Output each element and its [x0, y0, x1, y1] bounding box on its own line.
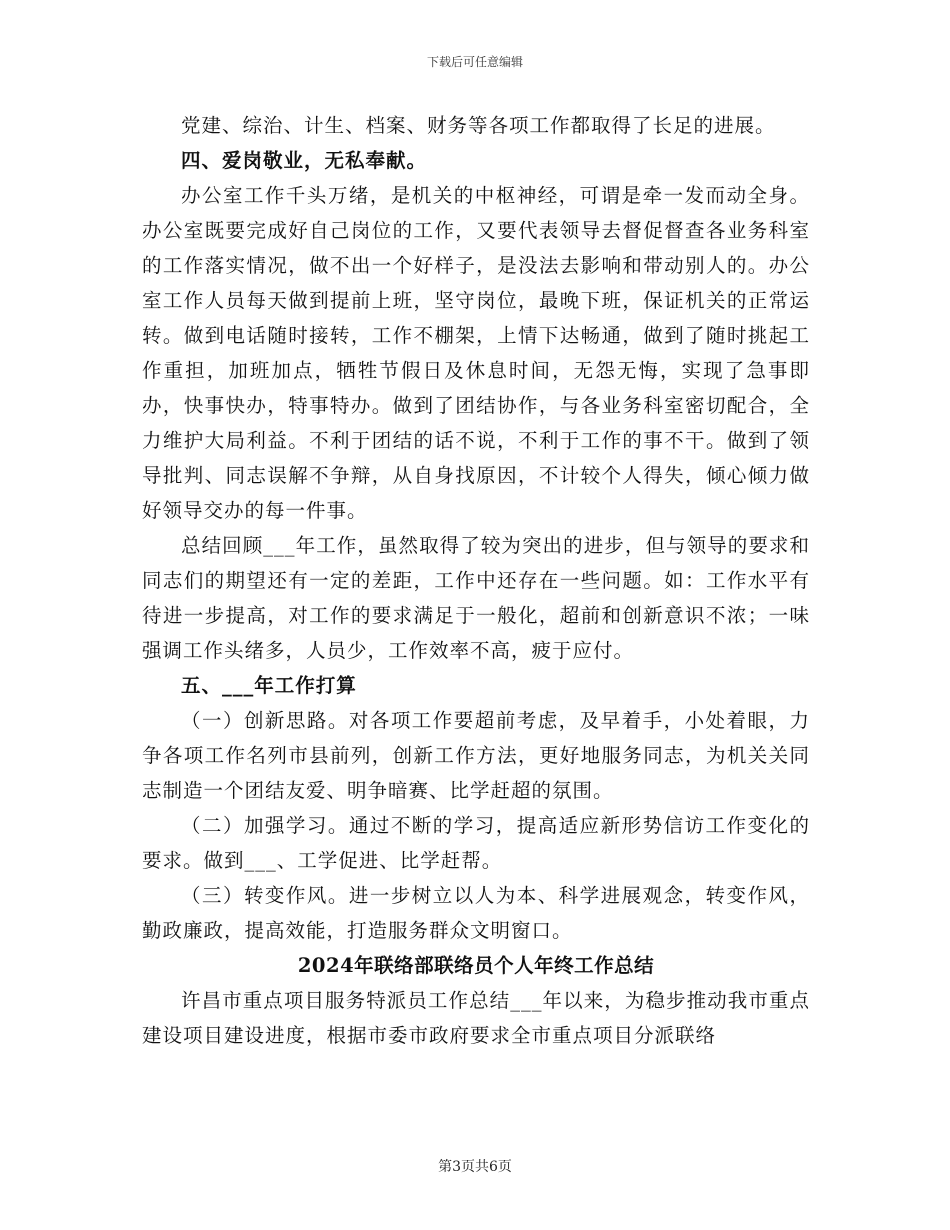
section-heading-4: 四、爱岗敬业，无私奉献。 [181, 149, 428, 172]
paragraph-intro: 许昌市重点项目服务特派员工作总结___年以来，为稳步推动我市重点建设项目建设进度，根据市委市政府要求全市重点项目分派联络 [142, 989, 810, 1047]
page-header-note: 下载后可任意编辑 [426, 55, 523, 69]
page-number: 第3页共6页 [438, 1159, 512, 1175]
paragraph-progress: 党建、综治、计生、档案、财务等各项工作都取得了长足的进展。 [181, 114, 776, 137]
paragraph-office-work: 办公室工作千头万绪，是机关的中枢神经，可谓是牵一发而动全身。办公室既要完成好自己岗位的工作，又要代表领导去督促督查各业务科室的工作落实情况，做不出一个好样子，是没法去影响和带动别人的。办公室工作人员每天做到提前上班，坚守岗位，最晚下班，保证机关的正常运转。做到电话随时接转，工作不棚架，上情下达畅通，做到了随时挑起工作重担，加班加点，牺牲节假日及休息时间，无怨无悔，实现了急事即办，快事快办，特事特办。做到了团结协作，与各业务科室密切配合，全力维护大局利益。不利于团结的话不说，不利于工作的事不干。做到了领导批判、同志误解不争辩，从自身找原因，不计较个人得失，倾心倾力做好领导交办的每一件事。 [142, 184, 810, 522]
document-body [142, 108, 810, 1053]
paragraph-plan-2: （二）加强学习。通过不断的学习，提高适应新形势信访工作变化的要求。做到___、工学促进、比学赶帮。 [142, 814, 810, 872]
paragraph-plan-3: （三）转变作风。进一步树立以人为本、科学进展观念，转变作风，勤政廉政，提高效能，打造服务群众文明窗口。 [142, 884, 810, 942]
document-title: 2024年联络部联络员个人年终工作总结 [297, 954, 655, 977]
section-heading-5: 五、___年工作打算 [181, 674, 357, 697]
paragraph-plan-1: （一）创新思路。对各项工作要超前考虑，及早着手，小处着眼，力争各项工作名列市县前列，创新工作方法，更好地服务同志，为机关关同志制造一个团结友爱、明争暗赛、比学赶超的氛围。 [142, 709, 810, 802]
paragraph-review: 总结回顾___年工作，虽然取得了较为突出的进步，但与领导的要求和同志们的期望还有一定的差距，工作中还存在一些问题。如：工作水平有待进一步提高，对工作的要求满足于一般化，超前和创新意识不浓；一味强调工作头绪多，人员少，工作效率不高，疲于应付。 [142, 534, 810, 662]
